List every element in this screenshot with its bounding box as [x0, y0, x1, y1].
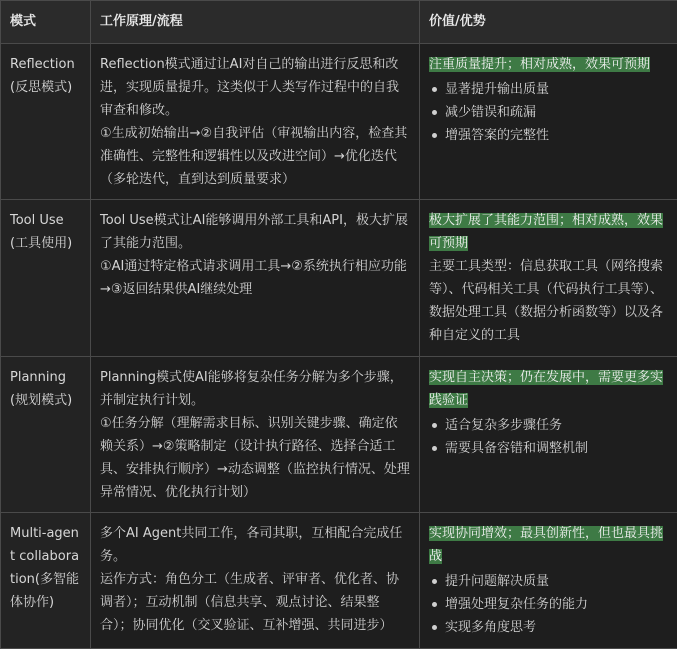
work-steps: ①任务分解（理解需求目标、识别关键步骤、确定依赖关系）→②策略制定（设计执行路径、选择合适工具、安排执行顺序）→动态调整（监控执行情况、处理异常情况、优化执行计划）: [100, 412, 410, 504]
work-description: Reflection模式通过让AI对自己的输出进行反思和改进，实现质量提升。这类似于人类写作过程中的自我审查和修改。: [100, 53, 410, 122]
work-steps: ①AI通过特定格式请求调用工具→②系统执行相应功能→③返回结果供AI继续处理: [100, 255, 410, 301]
value-cell: [420, 357, 677, 513]
mode-cell: Reflection (反思模式): [1, 44, 91, 200]
work-steps: ①生成初始输出→②自我评估（审视输出内容，检查其准确性、完整性和逻辑性以及改进空间）→优化迭代（多轮迭代，直到达到质量要求）: [100, 122, 410, 191]
value-cell: [420, 44, 677, 200]
list-item: 提升问题解决质量: [429, 570, 668, 593]
value-cell: [420, 513, 677, 649]
list-item: 增强答案的完整性: [429, 124, 668, 147]
header-mode: 模式: [1, 1, 91, 44]
value-cell: [420, 200, 677, 357]
value-list: [429, 570, 668, 639]
value-list: [429, 78, 668, 147]
work-steps: 运作方式：角色分工（生成者、评审者、优化者、协调者）；互动机制（信息共享、观点讨论、结果整合）；协同优化（交叉验证、互补增强、共同进步）: [100, 568, 410, 637]
table-row: [1, 513, 677, 649]
mode-cell: Multi-agent collaboration(多智能体协作): [1, 513, 91, 649]
mode-cell: Planning(规划模式): [1, 357, 91, 513]
value-highlight: 实现协同增效；最具创新性，但也最具挑战: [429, 526, 663, 564]
value-highlight: 实现自主决策；仍在发展中，需要更多实践验证: [429, 370, 663, 408]
header-work: 工作原理/流程: [91, 1, 420, 44]
value-list: [429, 414, 668, 460]
mode-cell: Tool Use(工具使用): [1, 200, 91, 357]
work-cell: [91, 200, 420, 357]
work-cell: [91, 44, 420, 200]
tool-types-text: 主要工具类型：信息获取工具（网络搜索等）、代码相关工具（代码执行工具等）、数据处理工具（数据分析函数等）以及各种自定义的工具: [429, 255, 668, 347]
value-highlight: 极大扩展了其能力范围；相对成熟，效果可预期: [429, 213, 663, 251]
value-highlight: 注重质量提升；相对成熟，效果可预期: [429, 57, 650, 72]
table-row: [1, 357, 677, 513]
table-row: [1, 44, 677, 200]
list-item: 适合复杂多步骤任务: [429, 414, 668, 437]
table-row: [1, 200, 677, 357]
work-cell: [91, 357, 420, 513]
list-item: 实现多角度思考: [429, 616, 668, 639]
work-description: Planning模式使AI能够将复杂任务分解为多个步骤，并制定执行计划。: [100, 366, 410, 412]
list-item: 增强处理复杂任务的能力: [429, 593, 668, 616]
list-item: 减少错误和疏漏: [429, 101, 668, 124]
work-description: 多个AI Agent共同工作，各司其职，互相配合完成任务。: [100, 522, 410, 568]
list-item: 需要具备容错和调整机制: [429, 437, 668, 460]
header-row: [1, 1, 677, 44]
list-item: 显著提升输出质量: [429, 78, 668, 101]
header-value: 价值/优势: [420, 1, 677, 44]
work-description: Tool Use模式让AI能够调用外部工具和API，极大扩展了其能力范围。: [100, 209, 410, 255]
work-cell: [91, 513, 420, 649]
